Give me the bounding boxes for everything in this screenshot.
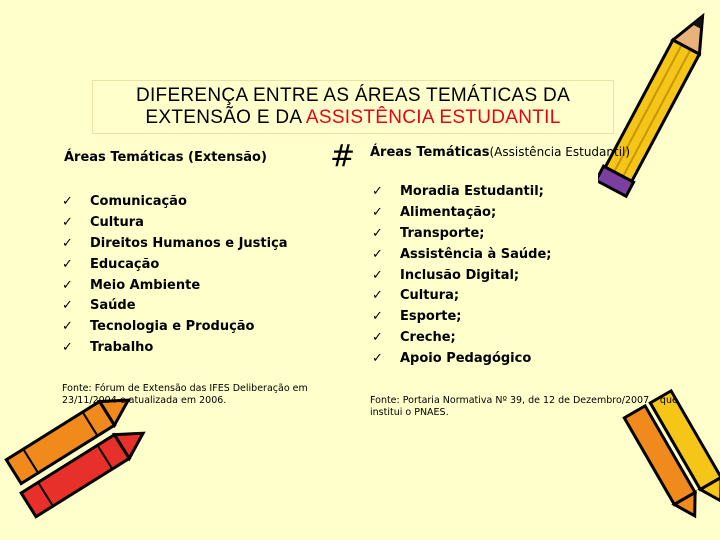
- list-item-text: Cultura: [90, 214, 144, 230]
- right-list: [372, 182, 552, 370]
- check-icon: ✓: [372, 330, 383, 346]
- list-item-text: Creche;: [400, 330, 456, 346]
- list-item: [372, 286, 552, 307]
- list-item: [372, 349, 552, 370]
- list-item-text: Tecnologia e Produção: [90, 319, 255, 335]
- list-item-text: Apoio Pedagógico: [400, 351, 532, 367]
- list-item: [62, 234, 288, 255]
- list-item: [62, 192, 288, 213]
- check-icon: ✓: [372, 288, 383, 304]
- list-item-text: Transporte;: [400, 225, 485, 241]
- right-source-note: Fonte: Portaria Normativa Nº 39, de 12 de Dezembro/2007 – que institui o PNAES.: [370, 395, 678, 418]
- check-icon: ✓: [372, 309, 383, 325]
- title-line-2-highlight: ASSISTÊNCIA ESTUDANTIL: [305, 107, 561, 128]
- list-item-text: Trabalho: [90, 340, 154, 356]
- list-item-text: Saúde: [90, 298, 136, 314]
- list-item-text: Esporte;: [400, 309, 462, 325]
- check-icon: ✓: [372, 267, 383, 283]
- check-icon: ✓: [372, 184, 383, 199]
- pencil-icon: [598, 0, 718, 200]
- check-icon: ✓: [372, 225, 383, 241]
- check-icon: ✓: [62, 277, 73, 293]
- list-item: [372, 266, 552, 287]
- list-item: [62, 296, 288, 317]
- left-column-heading: Áreas Temáticas (Extensão): [64, 150, 267, 165]
- list-item: [62, 276, 288, 297]
- check-icon: ✓: [62, 319, 73, 335]
- check-icon: ✓: [62, 256, 73, 272]
- check-icon: ✓: [62, 214, 73, 230]
- title-line-2-prefix: EXTENSÃO E DA: [145, 107, 306, 128]
- list-item: [372, 307, 552, 328]
- list-item: [372, 224, 552, 245]
- list-item-text: Educação: [90, 256, 160, 272]
- separator-symbol: #: [330, 139, 356, 174]
- check-icon: ✓: [372, 351, 383, 367]
- check-icon: ✓: [62, 194, 73, 209]
- list-item: [372, 245, 552, 266]
- list-item-text: Meio Ambiente: [90, 277, 201, 293]
- list-item: [62, 317, 288, 338]
- list-item: [372, 328, 552, 349]
- check-icon: ✓: [62, 235, 73, 251]
- check-icon: ✓: [372, 246, 383, 262]
- list-item: [62, 213, 288, 234]
- check-icon: ✓: [372, 204, 383, 220]
- list-item-text: Assistência à Saúde;: [400, 246, 552, 262]
- list-item: [372, 203, 552, 224]
- left-list: [62, 192, 288, 359]
- list-item-text: Comunicação: [90, 194, 187, 209]
- title-line-1: DIFERENÇA ENTRE AS ÁREAS TEMÁTICAS DA: [135, 85, 571, 106]
- list-item: [372, 182, 552, 203]
- right-heading-main: Áreas Temáticas: [370, 145, 490, 160]
- right-column-heading: [370, 145, 630, 160]
- list-item-text: Inclusão Digital;: [400, 267, 520, 283]
- left-source-note: Fonte: Fórum de Extensão das IFES Deliberação em 23/11/2004 e atualizada em 2006.: [62, 383, 308, 406]
- check-icon: ✓: [62, 298, 73, 314]
- list-item: [62, 338, 288, 359]
- right-heading-sub: (Assistência Estudantil): [489, 145, 631, 159]
- list-item-text: Direitos Humanos e Justiça: [90, 235, 288, 251]
- list-item: [62, 255, 288, 276]
- page-title: [92, 80, 614, 134]
- list-item-text: Alimentação;: [400, 204, 497, 220]
- list-item-text: Cultura;: [400, 288, 460, 304]
- check-icon: ✓: [62, 340, 73, 356]
- list-item-text: Moradia Estudantil;: [400, 184, 544, 199]
